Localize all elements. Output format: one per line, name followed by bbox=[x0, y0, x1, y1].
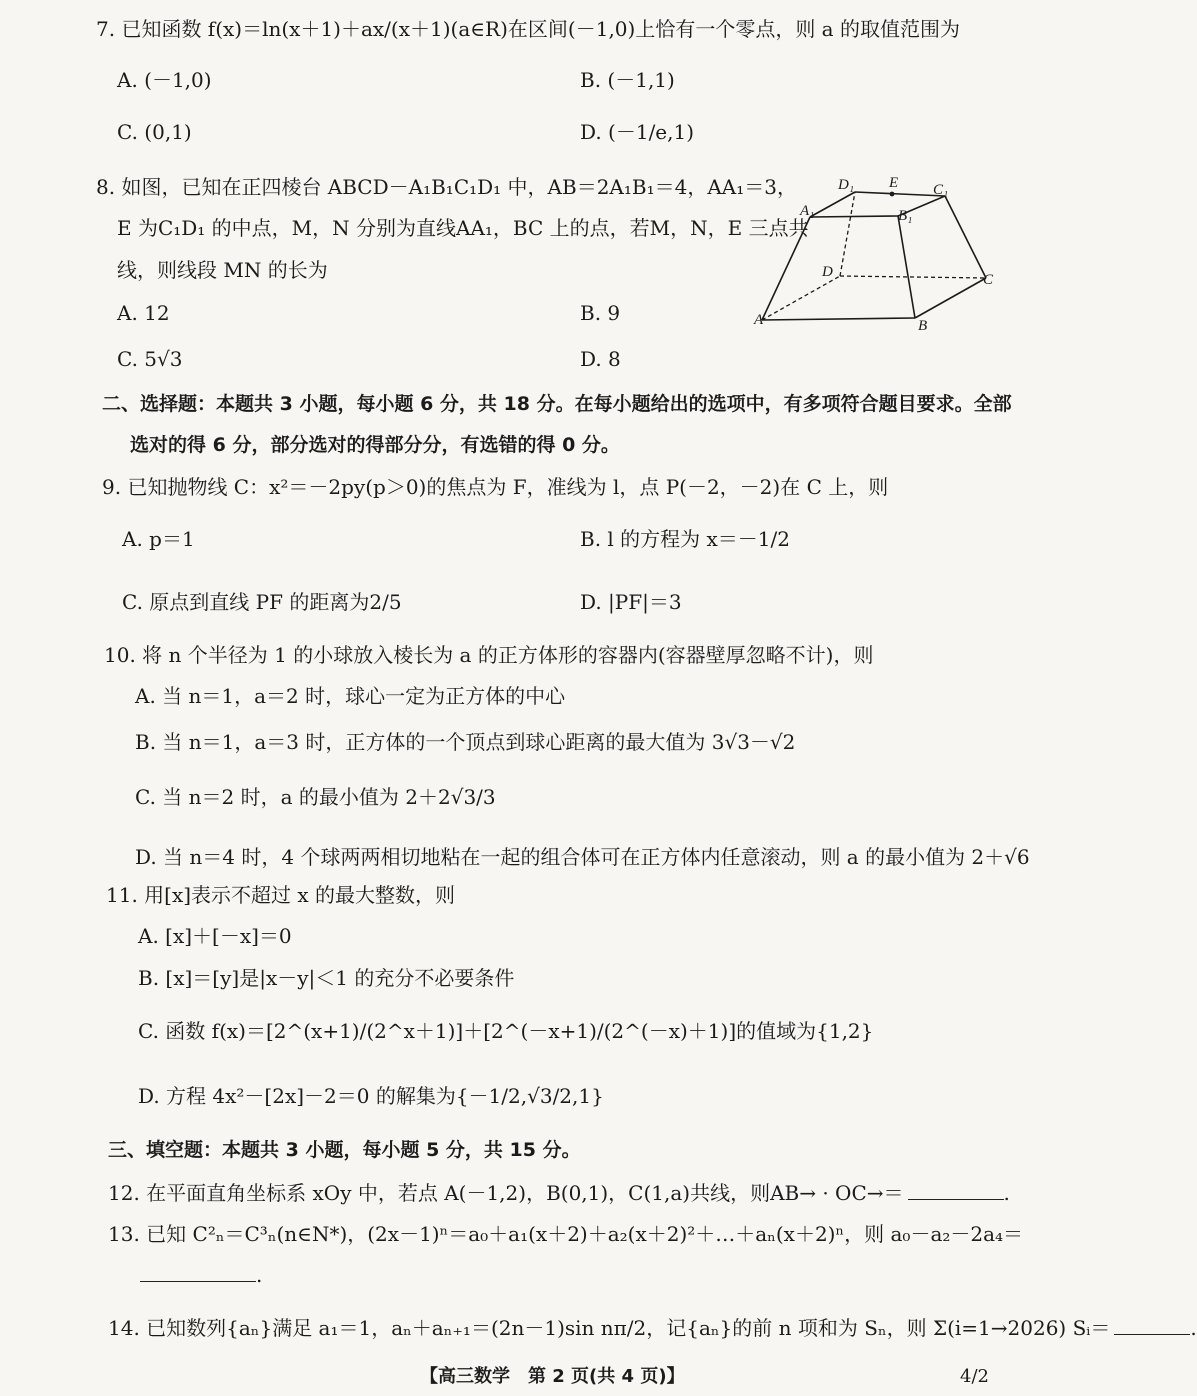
q11-stem: 11. 用[x]表示不超过 x 的最大整数，则 bbox=[106, 883, 456, 907]
edge-ab bbox=[762, 318, 915, 320]
q10-option-d: D. 当 n＝4 时，4 个球两两相切地粘在一起的组合体可在正方体内任意滚动，则 a 的最小值为 2＋√6 bbox=[135, 845, 1030, 869]
q13-answer-blank[interactable] bbox=[140, 1263, 256, 1282]
q10-option-b: B. 当 n＝1，a＝3 时，正方体的一个顶点到球心距离的最大值为 3√3－√2 bbox=[135, 730, 796, 754]
q9-option-b: B. l 的方程为 x＝－1/2 bbox=[580, 527, 790, 551]
label-b1: B₁ bbox=[898, 208, 913, 224]
q11-option-c: C. 函数 f(x)＝[2^(x+1)/(2^x＋1)]＋[2^(－x+1)/(2^(－x)＋1)]的值域为{1,2} bbox=[138, 1019, 874, 1043]
q9-option-a: A. p＝1 bbox=[122, 527, 195, 551]
q11-option-a: A. [x]＋[－x]＝0 bbox=[138, 924, 292, 948]
edge-bc bbox=[915, 278, 986, 318]
q8-stem-line-2: E 为C₁D₁ 的中点，M，N 分别为直线AA₁，BC 上的点，若M，N，E 三点共 bbox=[117, 216, 809, 240]
q11-option-b: B. [x]＝[y]是|x－y|＜1 的充分不必要条件 bbox=[138, 966, 515, 990]
edge-cc1 bbox=[945, 196, 986, 278]
q7-option-c: C. (0,1) bbox=[117, 120, 192, 144]
q14-text: 14. 已知数列{aₙ}满足 a₁＝1，aₙ＋aₙ₊₁＝(2n－1)sin nπ/2，记{aₙ}的前 n 项和为 Sₙ，则 Σ(i=1→2026) Sᵢ＝ bbox=[108, 1316, 1111, 1340]
section-2-heading-cont: 选对的得 6 分，部分选对的得部分分，有选错的得 0 分。 bbox=[130, 434, 620, 456]
edge-d1a1 bbox=[810, 192, 855, 217]
point-e bbox=[890, 192, 895, 197]
edge-c1d1 bbox=[855, 192, 945, 196]
label-c: C bbox=[983, 272, 994, 288]
edge-ad bbox=[762, 276, 840, 320]
q7-stem: 7. 已知函数 f(x)＝ln(x＋1)＋ax/(x＋1)(a∈R)在区间(－1,0)上恰有一个零点，则 a 的取值范围为 bbox=[96, 17, 960, 41]
q8-option-a: A. 12 bbox=[117, 301, 170, 325]
label-e: E bbox=[889, 175, 899, 191]
label-d: D bbox=[822, 264, 833, 280]
q8-stem-line-1: 8. 如图，已知在正四棱台 ABCD－A₁B₁C₁D₁ 中，AB＝2A₁B₁＝4，AA₁＝3， bbox=[96, 175, 797, 199]
label-b: B bbox=[918, 318, 928, 334]
label-d1: D₁ bbox=[838, 177, 855, 193]
section-3-heading: 三、填空题：本题共 3 小题，每小题 5 分，共 15 分。 bbox=[108, 1139, 581, 1161]
edge-aa1 bbox=[762, 217, 810, 320]
q12-answer-blank[interactable] bbox=[908, 1181, 1004, 1200]
q11-option-d: D. 方程 4x²－[2x]－2＝0 的解集为{－1/2,√3/2,1} bbox=[138, 1084, 604, 1108]
page-footer: 【高三数学 第 2 页(共 4 页)】 bbox=[420, 1366, 685, 1387]
label-c1: C₁ bbox=[933, 182, 949, 198]
q8-option-b: B. 9 bbox=[580, 301, 621, 325]
q13-stem: 13. 已知 C²ₙ＝C³ₙ(n∈N*)，(2x－1)ⁿ＝a₀＋a₁(x＋2)＋a₂(x＋2)²＋…＋aₙ(x＋2)ⁿ，则 a₀－a₂－2a₄＝ bbox=[108, 1222, 1024, 1246]
label-a: A bbox=[754, 312, 764, 328]
frustum-figure bbox=[750, 172, 1010, 338]
q9-option-c: C. 原点到直线 PF 的距离为2/5 bbox=[122, 590, 402, 614]
q9-option-d: D. |PF|＝3 bbox=[580, 590, 682, 614]
q7-option-a: A. (－1,0) bbox=[117, 68, 212, 92]
q14-stem: 14. 已知数列{aₙ}满足 a₁＝1，aₙ＋aₙ₊₁＝(2n－1)sin nπ/2，记{aₙ}的前 n 项和为 Sₙ，则 Σ(i=1→2026) Sᵢ＝ . bbox=[108, 1316, 1197, 1340]
q12-text: 12. 在平面直角坐标系 xOy 中，若点 A(－1,2)，B(0,1)，C(1,a)共线，则AB→ · OC→＝ bbox=[108, 1181, 904, 1205]
q8-stem-line-3: 线，则线段 MN 的长为 bbox=[117, 258, 328, 282]
label-a1: A₁ bbox=[800, 203, 815, 219]
q13-answer-line: . bbox=[140, 1262, 262, 1288]
edge-bb1 bbox=[898, 216, 915, 318]
q14-answer-blank[interactable] bbox=[1114, 1316, 1190, 1335]
q7-option-d: D. (－1/e,1) bbox=[580, 120, 695, 144]
section-2-heading: 二、选择题：本题共 3 小题，每小题 6 分，共 18 分。在每小题给出的选项中，有多项符合题目要求。全部 bbox=[102, 393, 1012, 415]
q7-option-b: B. (－1,1) bbox=[580, 68, 675, 92]
edge-a1b1 bbox=[810, 216, 898, 217]
q9-stem: 9. 已知抛物线 C：x²＝－2py(p＞0)的焦点为 F，准线为 l，点 P(－2，－2)在 C 上，则 bbox=[102, 475, 889, 499]
q10-option-a: A. 当 n＝1，a＝2 时，球心一定为正方体的中心 bbox=[135, 684, 566, 708]
q10-option-c: C. 当 n＝2 时，a 的最小值为 2＋2√3/3 bbox=[135, 785, 496, 809]
edge-dd1 bbox=[840, 192, 855, 276]
q10-stem: 10. 将 n 个半径为 1 的小球放入棱长为 a 的正方体形的容器内(容器壁厚忽略不计)，则 bbox=[104, 643, 874, 667]
q12-stem: 12. 在平面直角坐标系 xOy 中，若点 A(－1,2)，B(0,1)，C(1,a)共线，则AB→ · OC→＝ . bbox=[108, 1181, 1010, 1205]
q8-option-d: D. 8 bbox=[580, 347, 621, 371]
page-number: 4/2 bbox=[960, 1366, 989, 1387]
q8-option-c: C. 5√3 bbox=[117, 347, 183, 371]
edge-dc bbox=[840, 276, 986, 278]
